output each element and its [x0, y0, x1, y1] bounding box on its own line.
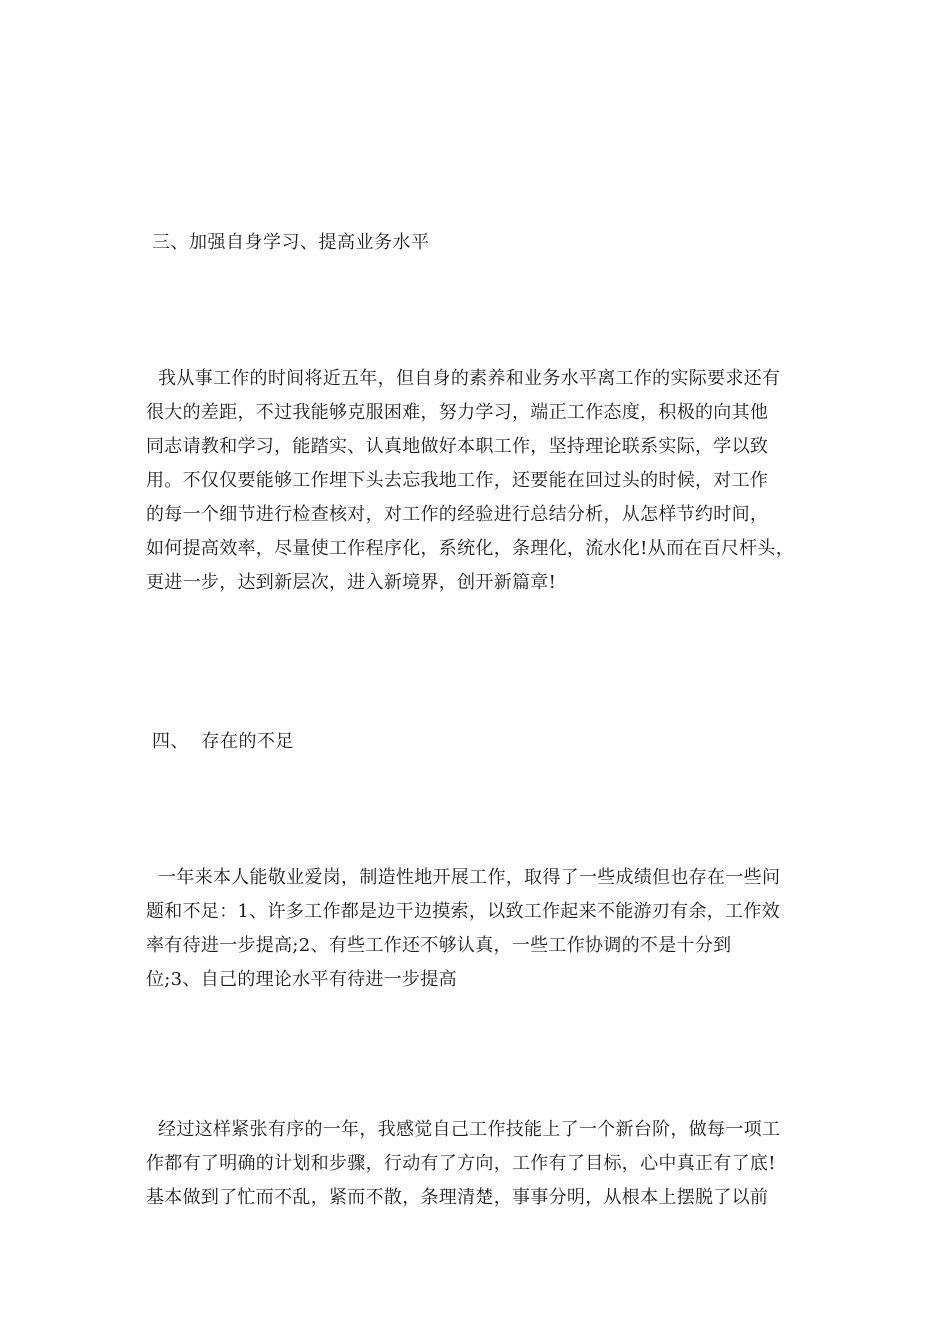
paragraph-line: 率有待进一步提高;2、有些工作还不够认真，一些工作协调的不是十分到 [146, 935, 732, 956]
section-3-heading: 三、加强自身学习、提高业务水平 [152, 232, 430, 253]
paragraph-line: 同志请教和学习，能踏实、认真地做好本职工作，坚持理论联系实际，学以致 [146, 436, 769, 457]
paragraph-line: 位;3、自己的理论水平有待进一步提高 [146, 969, 457, 990]
paragraph-line: 基本做到了忙而不乱，紧而不散，条理清楚，事事分明，从根本上摆脱了以前 [146, 1187, 769, 1208]
paragraph-line: 更进一步，达到新层次，进入新境界，创开新篇章! [146, 572, 557, 593]
section-4-paragraph [146, 861, 836, 997]
section-4-heading: 四、 存在的不足 [152, 731, 294, 752]
paragraph-line: 经过这样紧张有序的一年，我感觉自己工作技能上了一个新台阶，做每一项工 [146, 1119, 781, 1140]
paragraph-line: 作都有了明确的计划和步骤，行动有了方向，工作有了目标，心中真正有了底! [146, 1153, 776, 1174]
paragraph-line: 一年来本人能敬业爱岗，制造性地开展工作，取得了一些成绩但也存在一些问 [146, 867, 781, 888]
paragraph-line: 如何提高效率，尽量使工作程序化，系统化，条理化，流水化!从而在百尺杆头， [146, 538, 795, 559]
paragraph-line: 用。不仅仅要能够工作埋下头去忘我地工作，还要能在回过头的时候，对工作 [146, 470, 769, 491]
paragraph-line: 题和不足：1、许多工作都是边干边摸索，以致工作起来不能游刃有余，工作效 [146, 901, 780, 922]
paragraph-line: 我从事工作的时间将近五年，但自身的素养和业务水平离工作的实际要求还有 [146, 368, 781, 389]
paragraph-line: 的每一个细节进行检查核对，对工作的经验进行总结分析，从怎样节约时间， [146, 504, 769, 525]
section-3-paragraph [146, 362, 836, 600]
closing-paragraph [146, 1113, 836, 1215]
paragraph-line: 很大的差距，不过我能够克服困难，努力学习，端正工作态度，积极的向其他 [146, 402, 769, 423]
